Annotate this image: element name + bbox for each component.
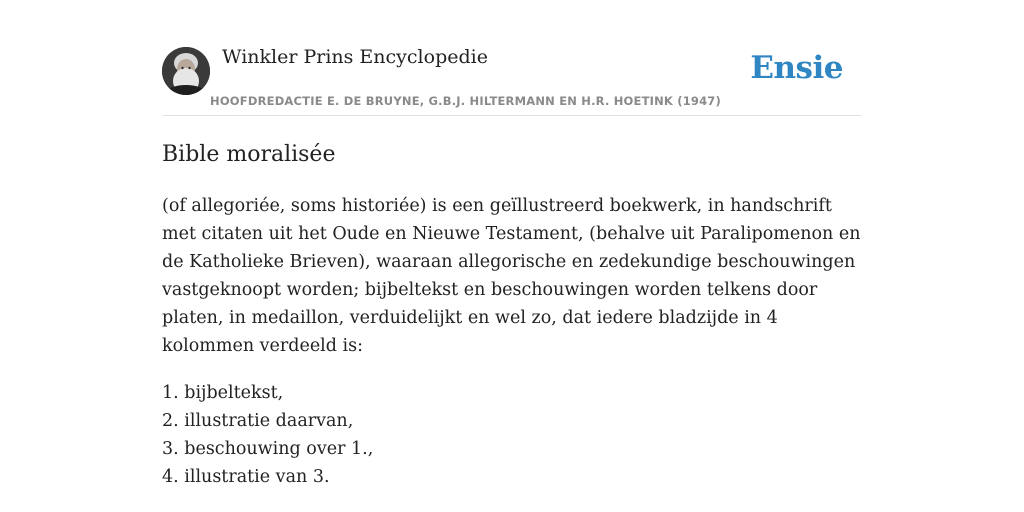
source-header (162, 0, 862, 116)
source-editors: HOOFDREDACTIE E. DE BRUYNE, G.B.J. HILTERMANN EN H.R. HOETINK (1947) (210, 94, 721, 108)
list-item: 3. beschouwing over 1., (162, 439, 374, 459)
list-item: 4. illustratie van 3. (162, 467, 330, 487)
page (162, 0, 862, 487)
list-item: 2. illustratie daarvan, (162, 411, 354, 431)
source-title[interactable]: Winkler Prins Encyclopedie (222, 46, 488, 68)
article-title: Bible moralisée (162, 142, 336, 167)
article-body: (of allegoriée, soms historiée) is een geïllustreerd boekwerk, in handschrift met citaten uit het Oude en Nieuwe Testament, (behalve uit Paralipomenon en de Katholieke Brieven), waaraan allegorische en zedekundige beschouwingen vastgeknoopt worden; bijbeltekst en beschouwingen worden telkens door platen, in medaillon, verduidelijkt en wel zo, dat iedere bladzijde in 4 kolommen verdeeld is: (162, 196, 861, 356)
portrait-avatar-icon[interactable] (162, 47, 210, 95)
article-list (162, 379, 373, 491)
brand-logo[interactable]: Ensie (750, 50, 843, 86)
list-item: 1. bijbeltekst, (162, 383, 284, 403)
